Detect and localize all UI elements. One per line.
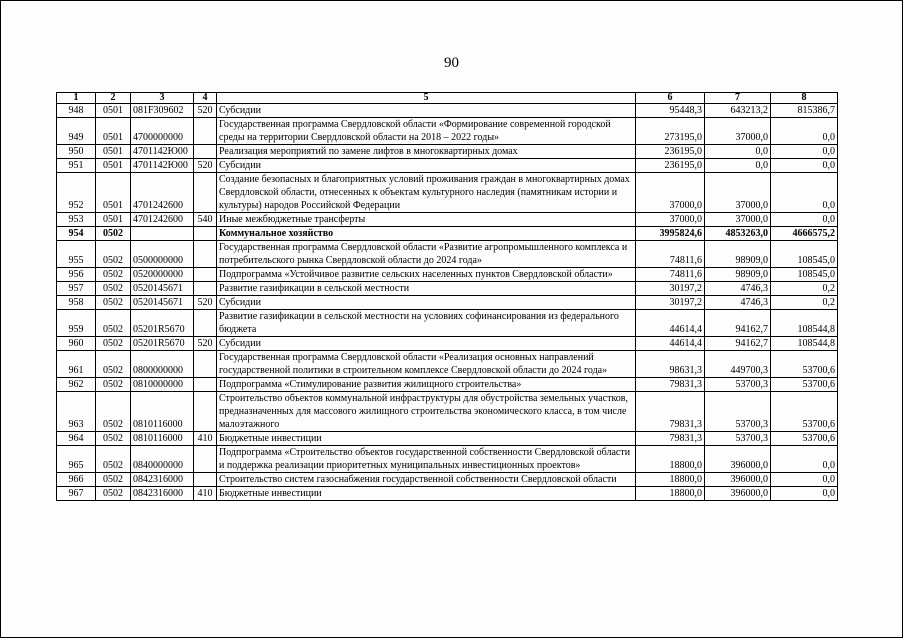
row-number-cell: 967 (57, 487, 96, 501)
amount-col-7-cell: 53700,3 (705, 392, 771, 432)
section-code-cell: 0502 (96, 487, 131, 501)
amount-col-7-cell: 4746,3 (705, 282, 771, 296)
expense-type-cell (194, 310, 217, 337)
section-code-cell: 0502 (96, 378, 131, 392)
target-code-cell: 081F309602 (131, 104, 194, 118)
amount-col-7-cell: 94162,7 (705, 337, 771, 351)
section-code-cell: 0502 (96, 296, 131, 310)
section-code-cell: 0501 (96, 159, 131, 173)
table-row (57, 213, 838, 227)
expense-type-cell (194, 227, 217, 241)
expense-type-cell (194, 473, 217, 487)
table-row (57, 310, 838, 337)
amount-col-8-cell: 108545,0 (771, 241, 838, 268)
target-code-cell (131, 227, 194, 241)
target-code-cell: 0810000000 (131, 378, 194, 392)
expense-type-cell (194, 378, 217, 392)
item-name-cell: Субсидии (217, 296, 636, 310)
section-code-cell: 0502 (96, 282, 131, 296)
amount-col-8-cell: 53700,6 (771, 378, 838, 392)
amount-col-8-cell: 108545,0 (771, 268, 838, 282)
item-name-cell: Подпрограмма «Строительство объектов государственной собственности Свердловской области и поддержка реализации приоритетных муниципальных инвестиционных проектов» (217, 446, 636, 473)
row-number-cell: 963 (57, 392, 96, 432)
section-code-cell: 0502 (96, 392, 131, 432)
budget-table (56, 92, 838, 501)
row-number-cell: 950 (57, 145, 96, 159)
expense-type-cell (194, 241, 217, 268)
amount-col-7-cell: 449700,3 (705, 351, 771, 378)
header-col-6: 6 (636, 93, 705, 104)
amount-col-7-cell: 4746,3 (705, 296, 771, 310)
item-name-cell: Бюджетные инвестиции (217, 432, 636, 446)
amount-col-6-cell: 18800,0 (636, 487, 705, 501)
table-row (57, 487, 838, 501)
table-row (57, 392, 838, 432)
header-col-7: 7 (705, 93, 771, 104)
amount-col-6-cell: 98631,3 (636, 351, 705, 378)
amount-col-6-cell: 95448,3 (636, 104, 705, 118)
item-name-cell: Строительство систем газоснабжения государственной собственности Свердловской области (217, 473, 636, 487)
amount-col-6-cell: 3995824,6 (636, 227, 705, 241)
section-code-cell: 0502 (96, 227, 131, 241)
row-number-cell: 953 (57, 213, 96, 227)
amount-col-8-cell: 815386,7 (771, 104, 838, 118)
row-number-cell: 955 (57, 241, 96, 268)
table-row (57, 104, 838, 118)
item-name-cell: Бюджетные инвестиции (217, 487, 636, 501)
item-name-cell: Государственная программа Свердловской области «Формирование современной городской среды на территории Свердловской области на 2018 – 2022 годы» (217, 118, 636, 145)
item-name-cell: Коммунальное хозяйство (217, 227, 636, 241)
amount-col-6-cell: 79831,3 (636, 392, 705, 432)
amount-col-7-cell: 396000,0 (705, 487, 771, 501)
amount-col-8-cell: 0,0 (771, 118, 838, 145)
row-number-cell: 965 (57, 446, 96, 473)
table-body (57, 104, 838, 501)
expense-type-cell: 410 (194, 487, 217, 501)
amount-col-8-cell: 4666575,2 (771, 227, 838, 241)
expense-type-cell (194, 268, 217, 282)
amount-col-6-cell: 79831,3 (636, 432, 705, 446)
target-code-cell: 4701242600 (131, 173, 194, 213)
item-name-cell: Субсидии (217, 104, 636, 118)
section-code-cell: 0501 (96, 118, 131, 145)
amount-col-7-cell: 0,0 (705, 145, 771, 159)
amount-col-8-cell: 0,0 (771, 473, 838, 487)
item-name-cell: Развитие газификации в сельской местности на условиях софинансирования из федерального бюджета (217, 310, 636, 337)
amount-col-8-cell: 53700,6 (771, 432, 838, 446)
table-header-row (57, 93, 838, 104)
row-number-cell: 960 (57, 337, 96, 351)
amount-col-7-cell: 37000,0 (705, 118, 771, 145)
amount-col-6-cell: 236195,0 (636, 145, 705, 159)
table-row (57, 173, 838, 213)
section-code-cell: 0502 (96, 446, 131, 473)
amount-col-8-cell: 0,0 (771, 487, 838, 501)
target-code-cell: 4701142Ю00 (131, 159, 194, 173)
table-row (57, 145, 838, 159)
amount-col-6-cell: 37000,0 (636, 213, 705, 227)
table-row (57, 473, 838, 487)
section-code-cell: 0501 (96, 213, 131, 227)
item-name-cell: Строительство объектов коммунальной инфраструктуры для обустройства земельных участков, предназначенных для массового жилищного строительства экономического класса, в том числе малоэтажного (217, 392, 636, 432)
row-number-cell: 951 (57, 159, 96, 173)
amount-col-8-cell: 0,2 (771, 296, 838, 310)
row-number-cell: 954 (57, 227, 96, 241)
amount-col-8-cell: 53700,6 (771, 392, 838, 432)
header-col-4: 4 (194, 93, 217, 104)
item-name-cell: Иные межбюджетные трансферты (217, 213, 636, 227)
row-number-cell: 964 (57, 432, 96, 446)
amount-col-8-cell: 53700,6 (771, 351, 838, 378)
expense-type-cell (194, 282, 217, 296)
table-row (57, 446, 838, 473)
amount-col-8-cell: 0,2 (771, 282, 838, 296)
target-code-cell: 4701142Ю00 (131, 145, 194, 159)
amount-col-7-cell: 98909,0 (705, 268, 771, 282)
expense-type-cell: 520 (194, 296, 217, 310)
amount-col-6-cell: 79831,3 (636, 378, 705, 392)
section-code-cell: 0502 (96, 351, 131, 378)
header-col-2: 2 (96, 93, 131, 104)
amount-col-7-cell: 53700,3 (705, 378, 771, 392)
table-row (57, 432, 838, 446)
amount-col-8-cell: 108544,8 (771, 337, 838, 351)
page-number: 90 (444, 55, 459, 71)
expense-type-cell (194, 173, 217, 213)
target-code-cell: 0500000000 (131, 241, 194, 268)
header-col-5: 5 (217, 93, 636, 104)
expense-type-cell: 520 (194, 104, 217, 118)
table-row (57, 378, 838, 392)
expense-type-cell (194, 145, 217, 159)
table-row (57, 282, 838, 296)
table-row (57, 159, 838, 173)
table-row (57, 118, 838, 145)
expense-type-cell: 520 (194, 159, 217, 173)
row-number-cell: 958 (57, 296, 96, 310)
section-code-cell: 0502 (96, 241, 131, 268)
amount-col-7-cell: 396000,0 (705, 446, 771, 473)
section-code-cell: 0501 (96, 145, 131, 159)
target-code-cell: 05201R5670 (131, 310, 194, 337)
target-code-cell: 4701242600 (131, 213, 194, 227)
target-code-cell: 4700000000 (131, 118, 194, 145)
amount-col-8-cell: 0,0 (771, 213, 838, 227)
item-name-cell: Государственная программа Свердловской области «Развитие агропромышленного комплекса и потребительского рынка Свердловской области до 2024 года» (217, 241, 636, 268)
section-code-cell: 0501 (96, 104, 131, 118)
expense-type-cell: 520 (194, 337, 217, 351)
table-row (57, 296, 838, 310)
item-name-cell: Государственная программа Свердловской области «Реализация основных направлений государственной политики в строительном комплексе Свердловской области до 2024 года» (217, 351, 636, 378)
target-code-cell: 0842316000 (131, 487, 194, 501)
target-code-cell: 05201R5670 (131, 337, 194, 351)
item-name-cell: Подпрограмма «Стимулирование развития жилищного строительства» (217, 378, 636, 392)
row-number-cell: 956 (57, 268, 96, 282)
table-row (57, 337, 838, 351)
target-code-cell: 0842316000 (131, 473, 194, 487)
item-name-cell: Субсидии (217, 159, 636, 173)
table-row (57, 351, 838, 378)
amount-col-8-cell: 0,0 (771, 145, 838, 159)
amount-col-6-cell: 44614,4 (636, 337, 705, 351)
expense-type-cell (194, 446, 217, 473)
amount-col-8-cell: 108544,8 (771, 310, 838, 337)
amount-col-7-cell: 53700,3 (705, 432, 771, 446)
amount-col-6-cell: 37000,0 (636, 173, 705, 213)
amount-col-6-cell: 74811,6 (636, 268, 705, 282)
item-name-cell: Подпрограмма «Устойчивое развитие сельских населенных пунктов Свердловской области» (217, 268, 636, 282)
amount-col-7-cell: 4853263,0 (705, 227, 771, 241)
row-number-cell: 961 (57, 351, 96, 378)
target-code-cell: 0810116000 (131, 392, 194, 432)
amount-col-7-cell: 396000,0 (705, 473, 771, 487)
expense-type-cell (194, 118, 217, 145)
amount-col-6-cell: 18800,0 (636, 446, 705, 473)
target-code-cell: 0520145671 (131, 296, 194, 310)
section-code-cell: 0502 (96, 432, 131, 446)
section-code-cell: 0501 (96, 173, 131, 213)
amount-col-6-cell: 236195,0 (636, 159, 705, 173)
row-number-cell: 962 (57, 378, 96, 392)
amount-col-6-cell: 74811,6 (636, 241, 705, 268)
amount-col-7-cell: 37000,0 (705, 213, 771, 227)
header-col-1: 1 (57, 93, 96, 104)
amount-col-7-cell: 0,0 (705, 159, 771, 173)
row-number-cell: 959 (57, 310, 96, 337)
amount-col-7-cell: 94162,7 (705, 310, 771, 337)
row-number-cell: 948 (57, 104, 96, 118)
target-code-cell: 0810116000 (131, 432, 194, 446)
item-name-cell: Субсидии (217, 337, 636, 351)
item-name-cell: Развитие газификации в сельской местности (217, 282, 636, 296)
expense-type-cell (194, 351, 217, 378)
section-code-cell: 0502 (96, 473, 131, 487)
target-code-cell: 0840000000 (131, 446, 194, 473)
target-code-cell: 0800000000 (131, 351, 194, 378)
amount-col-6-cell: 273195,0 (636, 118, 705, 145)
amount-col-7-cell: 98909,0 (705, 241, 771, 268)
amount-col-8-cell: 0,0 (771, 446, 838, 473)
amount-col-6-cell: 30197,2 (636, 296, 705, 310)
expense-type-cell (194, 392, 217, 432)
table-row (57, 268, 838, 282)
amount-col-6-cell: 44614,4 (636, 310, 705, 337)
header-col-8: 8 (771, 93, 838, 104)
row-number-cell: 949 (57, 118, 96, 145)
expense-type-cell: 540 (194, 213, 217, 227)
expense-type-cell: 410 (194, 432, 217, 446)
target-code-cell: 0520145671 (131, 282, 194, 296)
section-code-cell: 0502 (96, 268, 131, 282)
header-col-3: 3 (131, 93, 194, 104)
item-name-cell: Создание безопасных и благоприятных условий проживания граждан в многоквартирных домах Свердловской области, отнесенных к объектам культурного наследия (памятникам истории и культуры) народов Российской Федерации (217, 173, 636, 213)
row-number-cell: 966 (57, 473, 96, 487)
table-row (57, 227, 838, 241)
row-number-cell: 957 (57, 282, 96, 296)
item-name-cell: Реализация мероприятий по замене лифтов в многоквартирных домах (217, 145, 636, 159)
amount-col-7-cell: 643213,2 (705, 104, 771, 118)
amount-col-7-cell: 37000,0 (705, 173, 771, 213)
amount-col-6-cell: 30197,2 (636, 282, 705, 296)
amount-col-8-cell: 0,0 (771, 173, 838, 213)
amount-col-6-cell: 18800,0 (636, 473, 705, 487)
row-number-cell: 952 (57, 173, 96, 213)
table-row (57, 241, 838, 268)
section-code-cell: 0502 (96, 337, 131, 351)
target-code-cell: 0520000000 (131, 268, 194, 282)
section-code-cell: 0502 (96, 310, 131, 337)
amount-col-8-cell: 0,0 (771, 159, 838, 173)
